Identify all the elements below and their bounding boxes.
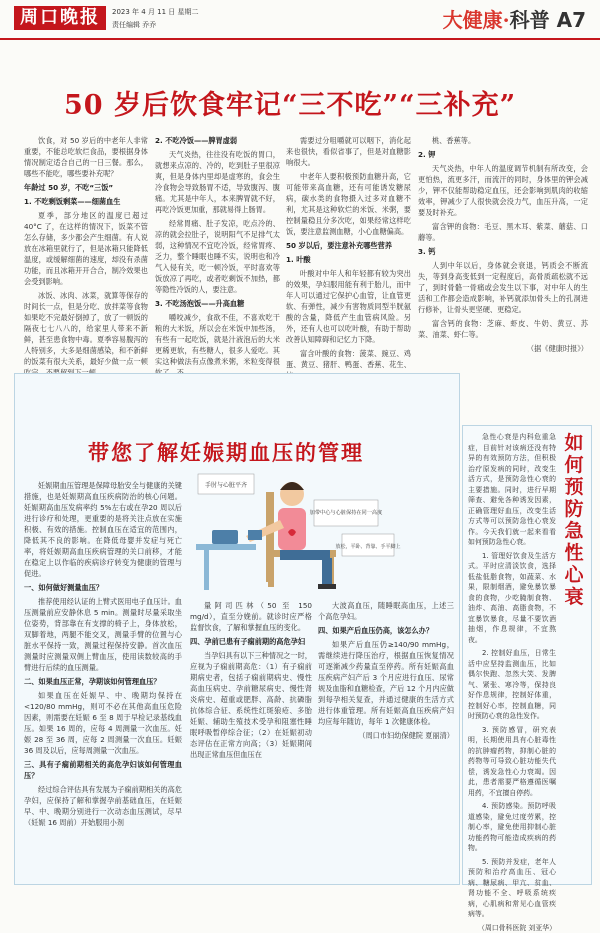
paragraph: 桃、香蕉等。 bbox=[418, 135, 588, 146]
paragraph: 5. 预防并发症，老年人预防和治疗高血压、冠心病、糖尿病、甲亢、贫血、肾功能不全、呼吸系统疾病，心肌病和常见心血管疾病等。 bbox=[468, 857, 556, 920]
subheading: 1. 叶酸 bbox=[286, 254, 411, 265]
subheading: 2. 钾 bbox=[418, 149, 588, 160]
subheading: 三、具有子痫前期相关的高危孕妇该如何管理血压？ bbox=[24, 759, 182, 781]
paragraph: 人到中年以后，身体就会衰退，钙质会不断流失，等到身高变低到一定程度后，高骨质疏松就不远了，到时骨骼一骨痛或会发生以下事，对中年人的生活和工作都会造成影响，补钙就添加骨头上的孔洞进行修补，让骨头更坚硬、更稳定。 bbox=[418, 260, 588, 315]
newspaper-logo: 周口晚报 bbox=[14, 6, 106, 30]
paragraph: 中老年人要积极预防血糖升高，它可能带来高血糖，还有可能诱发糖尿病，碳水类的食物摄入过多对血糖不利，尤其是这种软烂的米饭、米粥，要控制量稳且分多次吃，如果经常这样吃饭，要注意监测血糖，小心血糖偏高。 bbox=[286, 171, 411, 237]
byline: （周口市妇幼保健院 夏丽清） bbox=[318, 730, 454, 741]
paragraph: 富含钙的食物：芝麻、虾皮、牛奶、黄豆、苏菜、油菜、虾仁等。 bbox=[418, 318, 588, 340]
paragraph: 2. 控制好血压，日常生活中应坚持监测血压，比如偶尔快跑、忽然大笑、发脾气、紧张、寒冷等，保持良好作息规律，控制好体重，控制好心率，控制血糖，同时预防心衰的急性发作。 bbox=[468, 648, 556, 722]
section-dot: · bbox=[503, 8, 510, 32]
paragraph: 嚼咬减少，食欲不佳，不喜欢吃干粮的大米饭，所以会在米饭中加些汤，有些有一起吃饭，就是汁液泡后的大米更稀更软，有些糖人，很多人爱吃。其实这种做法有点像煮米粥，米粒变得很 bbox=[155, 312, 280, 378]
article3-column bbox=[468, 432, 556, 880]
paragraph: 量阿司匹林（50 至 150 mg/d），直至分娩前。就诊时应严格监督饮食，了解和掌握血压的变化。 bbox=[190, 600, 312, 633]
article1-column-3 bbox=[286, 135, 411, 365]
subheading: 1. 不吃剩饭剩菜——细菌血生 bbox=[24, 196, 148, 207]
paragraph: 天气炎热，中年人的温度调节机制有所改变，会更怕热，流更多汗，而流汗的同时，身体里的钾会减少，钾不仅能帮助稳定血压，还会影响到肌肉的收缩效率，钾减少了人很快就会没力气，血压升高，一定要及时补充。 bbox=[418, 163, 588, 218]
paragraph: 富含叶酸的食物：菠菜、豌豆、鸡蛋、黄豆、猪肝、鸭蛋、香蕉、花生、 bbox=[286, 348, 411, 381]
paragraph: 当孕妇具有以下三种情况之一时，应视为子痫前期高危：（1）有子痫前期病史者，包括子痫前期病史、慢性高血压病史、孕前糖尿病史、慢性肾炎病史、超重或肥胖、高龄、抗磷脂抗体综合征、系统性红斑狼疮、多胎妊娠、辅助生殖技术受孕和阻塞性睡眠呼吸暂停综合征；（2）在妊娠初动态评估在正常方向高；（3）妊娠期间出现正常血压但血压在 bbox=[190, 650, 312, 760]
paragraph: 急性心衰是内科危重急症，目前针对该病还没有特异的有效预防方法，但积极治疗原发病的同时，改变生活方式，是预防急性心衰的主要措施。同时，进行早期筛查、避免各种诱发因素，正确管理好血压，改变生活方式等可以预防急性心衰发作。今天我们就一起来看看如何预防急性心衰。 bbox=[468, 432, 556, 548]
blood-pressure-illustration bbox=[196, 472, 396, 594]
section-health: 大健康 bbox=[443, 8, 503, 32]
paragraph: 如果产后血压仍≥140/90 mmHg，需继续进行降压治疗，根据血压恢复情况可逐渐减少药量直至停药。所有妊娠高血压疾病产妇产后 3 个月应进行血压、尿常规及血脂和血糖检查，产后 12 个月内应做到每孕相关复查，并通过健康的生活方式进行体重管理。所有妊娠高血压疾病产妇均应每年随访，每年 1 次健康体检。 bbox=[318, 639, 454, 727]
section-sci: 科普 A7 bbox=[510, 8, 586, 32]
paragraph: 如果血压在妊娠早、中、晚期均保持在<120/80 mmHg，则可不必在其他高血压危险因素，则需要在妊娠 6 至 8 周于早检记录基线血压。如果 16 周的，应每 4 周测量一次血压。妊娠 28 至 36 周，应每 2 周测量一次血压。妊娠 36 周及以后，应每周测量一次血压。 bbox=[24, 690, 182, 756]
paragraph: 经过综合评估具有发展为子痫前期相关的高危孕妇，应保持了解和掌握孕前基础血压，在妊娠早、中、晚期分别进行一次动态血压测试，尽早（妊娠 16 周前）开始服用小剂 bbox=[24, 784, 182, 828]
subheading: 3. 不吃汤泡饭——升高血糖 bbox=[155, 298, 280, 309]
table-top bbox=[196, 544, 256, 550]
paragraph: 4. 预防感染。预防呼吸道感染，避免过度劳累，控制心率，避免使用抑制心脏功能药物可能造成疾病的药物。 bbox=[468, 801, 556, 854]
masthead bbox=[0, 0, 600, 40]
article1-column-2 bbox=[155, 135, 280, 365]
paragraph: 推荐使用经认证的上臂式医用电子血压计。血压测量前应安静休息 5 min。测量时尽量采取坐位姿势，背部靠在有支撑的椅子上，身体放松，双脚着地，两腿不能交叉，测量手臂的位置与心脏水平保持一致，测量过程保持安静。首次血压测量时应测量双侧上臂血压，使用读数较高的手臂进行后续的血压测量。 bbox=[24, 596, 182, 673]
article3-title: 如何预防急性心衰 bbox=[561, 432, 587, 608]
paragraph: 妊娠期血压管理是保障母胎安全与健康的关键措施，也是妊娠期高血压疾病防治的核心问题。妊娠期高血压发病率约 5%左右或在孕20 周以后进行诊疗和处理，更重要的是将关注点放在实施积极、有效的措施。控制血压在适宜的范围内，降低其不良的影响。在降低母婴并发症与死亡率，将妊娠期高血压疾病管理的关口前移，才能在稳定上以作临的疾病诊疗转变为健康的管理与促进。 bbox=[24, 480, 182, 579]
paragraph: 天气炎热，往往没有吃饭的胃口，就想来点凉的、冷的，吃到肚子里很凉爽，但是身体内里却是虚寒的，食会生冷食物会导致肠胃不适，导致腹泻、腹痛。尤其是中年人，本来脾胃就不好，再吃冷饭更加重，那就易得上肠胃。 bbox=[155, 149, 280, 215]
subheading: 二、如果血压正常，孕期该如何管理血压？ bbox=[24, 676, 182, 687]
subheading: 四、如果产后血压仍高，该怎么办？ bbox=[318, 625, 454, 636]
paragraph: 3. 预防感冒，研究表明，长期使用具有心脏毒性的抗肿瘤药物，抑制心脏的药物等可导致心脏功能失代偿，诱发急性心力衰竭。因此，患者需要严格遵循医嘱用药，不宜擅自停药。 bbox=[468, 725, 556, 799]
paragraph: 需要过分咀嚼就可以咽下，消化起来也很快，看似省事了，但是对血糖影响很大。 bbox=[286, 135, 411, 168]
article2-title: 带您了解妊娠期血压的管理 bbox=[88, 437, 364, 467]
subheading: 年龄过 50 岁，不吃“三饭” bbox=[24, 182, 148, 193]
subheading: 50 岁以后，要注意补充哪些营养 bbox=[286, 240, 411, 251]
paragraph: 大波高血压，随睡眠高血压，上述三个高危孕妇。 bbox=[318, 600, 454, 622]
subheading: 一、如何做好测量血压？ bbox=[24, 582, 182, 593]
subheading: 3. 钙 bbox=[418, 246, 588, 257]
article1-column-4 bbox=[418, 135, 588, 365]
article1-column-1 bbox=[24, 135, 148, 365]
subheading: 2. 不吃冷饭——脾胃虚弱 bbox=[155, 135, 280, 146]
byline: （周口骨科医院 刘亚华） bbox=[468, 923, 556, 933]
subheading: 四、孕前已患有子痫前期的高危孕妇 bbox=[190, 636, 312, 647]
illus-label-3: 放松，平卧、背靠、手平脚上 bbox=[335, 543, 400, 550]
illus-label-1: 手肘与心脏平齐 bbox=[205, 481, 247, 489]
issue-date: 2023 年 4 月 11 日 星期二 bbox=[112, 7, 199, 17]
illus-label-2: 加带中心与心脏保持在同一高度 bbox=[310, 508, 383, 516]
bp-monitor bbox=[212, 530, 238, 544]
paragraph: 夏季，部分地区的温度已超过 40°C 了，在这样的情况下，饭菜不管怎么存储，多少都会产生细菌。有人说放在冰箱里就行了，但是冰箱只能降低温度，或缓解细菌的速度，却没有杀菌功能，而且冰箱开开合合，制冷效果也会受到影响。 bbox=[24, 210, 148, 287]
paragraph: 经常胃痛、肚子发凉，吃点冷的、凉的就会拉肚子，说明阳气不足排气太弱，这种情况不宜吃冷饭，经常胃疼、乏力，整个睡眠也睡不实，说明也和冷气入侵有关，吃一顿冷饭，平时喜欢等饭放凉了再吃，或者吃剩饭不加热，都等隐性冷饭的人，要注意。 bbox=[155, 218, 280, 295]
paragraph: 饮食，对 50 岁后的中老年人非常重要，不能总吃软烂食品，要根据身体情况制定适合自己的一日三餐。那么，哪些不能吃，哪些要补充呢？ bbox=[24, 135, 148, 179]
article2-column-3 bbox=[318, 600, 454, 880]
article1-headline: 50 岁后饮食牢记“三不吃”“三补充” bbox=[64, 83, 554, 122]
article2-column-1 bbox=[24, 480, 182, 880]
paragraph: 1. 管理好饮食及生活方式。平时应清淡饮食，选择低盐低脂食物，如蔬菜、水果，限制烟酒，避免暴饮暴食的食物，少吃腌制食物、油炸、高油、高脂食物，不宜暴饮暴食，尽量不要饮酒抽烟，作息规律，不宜熬夜。 bbox=[468, 551, 556, 646]
byline: （据《健康时报》） bbox=[418, 343, 588, 354]
paragraph: 冰饭、冰肉、冰菜，就算等保存的时间长一点，但是分吃、放拌菜等食物如果吃不完最好倒掉了，放了一顿饭的隔夜七七八八的，给家里人带来不新鲜，甚至患食物中毒。夏季容易腹泻的人特别多，大多是细菌感染，和不新鲜的饭菜有很大关系，最好少做一点一顿 bbox=[24, 290, 148, 378]
editors: 责任编辑 乔乔 bbox=[112, 20, 156, 30]
paragraph: 富含钾的食物：毛豆、黑木耳、紫菜、蘑菇、口蘑等。 bbox=[418, 221, 588, 243]
section-title bbox=[443, 4, 586, 33]
article2-column-2 bbox=[190, 600, 312, 880]
paragraph: 叶酸对中年人和年轻都有较为突出的效果，孕妇服用能有利于胎儿，而中年人可以通过它保护心血管，让血管更软、有弹性，减少有害物质同型半胱氨酸的含量，降低产生血管病风险。另外，还有人也可以吃叶酸，有助于帮助改善认知障碍和记忆力下降。 bbox=[286, 268, 411, 345]
